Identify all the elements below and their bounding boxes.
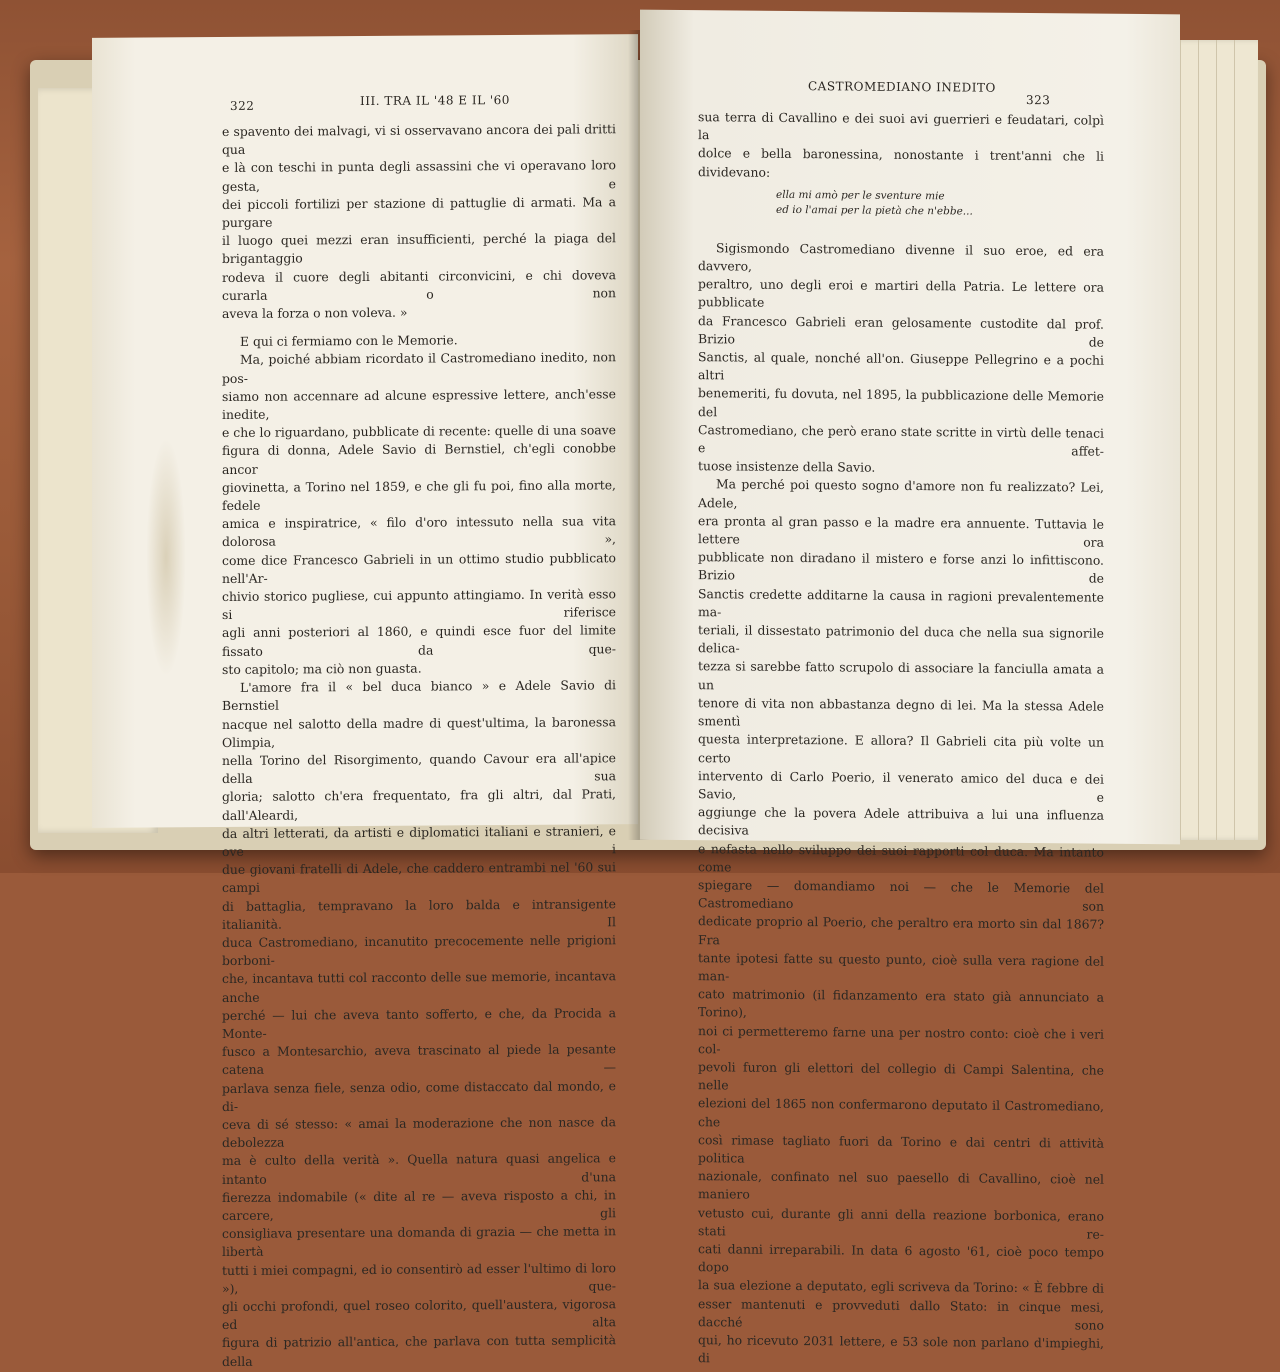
text-line: sto capitolo; ma ciò non guasta. [222, 660, 422, 677]
text-line: fierezza indomabile (« dite al re — aveva risposto a chi, in carcere, gli [222, 1187, 616, 1223]
text-line: intervento di Carlo Poerio, il venerato amico del duca e dei Savio, e [698, 767, 1104, 805]
text-line: tezza si sarebbe fatto scrupolo di associare la fanciulla amata a un [698, 658, 1104, 692]
text-line: L'amore fra il « bel duca bianco » e Adele Savio di Bernstiel [222, 677, 616, 714]
text-line: Sanctis credette additarne la causa in ragioni prevalentemente ma- [698, 585, 1104, 620]
verse-quote [776, 188, 1104, 221]
text-line: cati danni irreparabili. In data 6 agosto '61, cioè poco tempo dopo [698, 1241, 1104, 1275]
right-page-text [698, 108, 1104, 1371]
text-line: fusco a Montesarchio, aveva trascinato al piede la pesante catena — [222, 1041, 616, 1078]
text-line: parlava senza fiele, senza odio, come distaccato dal mondo, e di- [222, 1077, 616, 1114]
text-line: tenore di vita non abbastanza degno di lei. Ma la stessa Adele smentì [698, 695, 1104, 729]
text-line: tante ipotesi fatte su questo punto, cioè sulla vera ragione del man- [698, 949, 1104, 984]
right-page-number: 323 [1026, 93, 1051, 108]
text-line: benemeriti, fu dovuta, nel 1895, la pubblicazione delle Memorie del [698, 385, 1104, 419]
text-line: elezioni del 1865 non confermarono deputato il Castromediano, che [698, 1095, 1104, 1129]
text-line: peraltro, uno degli eroi e martiri della Patria. Le lettere ora pubblicate [698, 276, 1104, 311]
text-line: esser mantenuti e provveduti dallo Stato: in cinque mesi, dacché sono [698, 1295, 1104, 1333]
text-line: ceva di sé stesso: « amai la moderazione che non nasce da debolezza [222, 1114, 616, 1151]
text-line: Ma, poiché abbiam ricordato il Castromediano inedito, non pos- [222, 349, 616, 386]
text-line: Ma perché poi questo sogno d'amore non fu realizzato? Lei, Adele, [698, 476, 1104, 511]
text-line: gli occhi profondi, quel roseo colorito, quell'austera, vigorosa ed alta [222, 1296, 616, 1333]
text-line: Sigismondo Castromediano divenne il suo eroe, ed era davvero, [698, 240, 1104, 274]
text-line: figura di donna, Adele Savio di Bernstiel, ch'egli conobbe ancor [222, 440, 616, 477]
left-page-number: 322 [230, 98, 255, 113]
text-line: vetusto cui, durante gli anni della reazione borbonica, erano stati re- [698, 1204, 1104, 1242]
right-page [640, 10, 1180, 1366]
text-line: chivio storico pugliese, cui appunto attingiamo. In verità esso si riferisce [222, 586, 616, 623]
text-line: e nefasta nello sviluppo dei suoi rapporti col duca. Ma intanto come [698, 840, 1104, 875]
page-stain [146, 437, 186, 677]
text-line: teriali, il dissestato patrimonio del duca che nella sua signorile delica- [698, 622, 1104, 656]
text-line: agli anni posteriori al 1860, e quindi esce fuor del limite fissato da que- [222, 622, 616, 659]
text-line: nacque nel salotto della madre di quest'ultima, la baronessa Olimpia, [222, 713, 616, 750]
text-line: giovinetta, a Torino nel 1859, e che gli fu poi, fino alla morte, fedele [222, 477, 616, 514]
text-line: come dice Francesco Gabrieli in un ottimo studio pubblicato nell'Ar- [222, 549, 616, 586]
quote-line: ella mi amò per le sventure mie [776, 188, 945, 203]
text-line: gloria; salotto ch'era frequentato, fra gli altri, dal Prati, dall'Aleardi, [222, 786, 616, 823]
text-line: così rimase tagliato fuori da Torino e dai centri di attività politica [698, 1131, 1104, 1166]
text-line: e là con teschi in punta degli assassini che vi operavano loro gesta, e [222, 157, 616, 194]
text-line: rodeva il cuore degli abitanti circonvicini, e chi doveva curarla o non [222, 266, 616, 303]
text-line: cato matrimonio (il fidanzamento era stato già annunciato a Torino), [698, 986, 1104, 1020]
left-page [92, 34, 638, 1369]
text-line: di battaglia, tempravano la loro balda e intransigente italianità. Il [222, 895, 616, 932]
text-line: dedicate proprio al Poerio, che peraltro era morto sin dal 1867? Fra [698, 913, 1104, 947]
text-line: tuose insistenze della Savio. [698, 458, 876, 475]
text-line: questa interpretazione. E allora? Il Gabrieli cita più volte un certo [698, 731, 1104, 765]
text-line: era pronta al gran passo e la madre era annuente. Tuttavia le lettere ora [698, 513, 1104, 550]
right-running-head: CASTROMEDIANO INEDITO [808, 79, 996, 95]
left-page-text [222, 120, 616, 1371]
text-line: aggiunge che la povera Adele attribuiva a lui una influenza decisiva [698, 804, 1104, 838]
text-line: Castromediano, che però erano state scritte in virtù delle tenaci e affet- [698, 421, 1104, 459]
text-line: figura di patrizio all'antica, che parlava con tutta semplicità della [222, 1332, 616, 1369]
text-line: amica e inspiratrice, « filo d'oro intessuto nella sua vita dolorosa », [222, 513, 616, 550]
text-line: due giovani fratelli di Adele, che caddero entrambi nel '60 sui campi [222, 859, 616, 896]
text-line: qui, ho ricevuto 2031 lettere, e 53 sole non parlano d'impieghi, di [698, 1332, 1104, 1366]
text-line: pevoli furon gli elettori del collegio di Campi Salentina, che nelle [698, 1059, 1104, 1093]
text-line: e spavento dei malvagi, vi si osservavano ancora dei pali dritti qua [222, 121, 616, 158]
text-line: da altri letterati, da artisti e diplomatici italiani e stranieri, e ove i [222, 822, 616, 859]
left-running-head: III. TRA IL '48 E IL '60 [360, 92, 510, 109]
text-line: nazionale, confinato nel suo paesello di Cavallino, cioè nel maniero [698, 1168, 1104, 1202]
text-line: e che lo riguardano, pubblicate di recente: quelle di una soave [222, 422, 616, 441]
text-line: sua terra di Cavallino e dei suoi avi guerrieri e feudatari, colpì la [698, 109, 1104, 143]
text-line: pubblicate non diradano il mistero e forse anzi lo infittiscono. Brizio de [698, 549, 1104, 587]
text-line: da Francesco Gabrieli eran gelosamente custodite dal prof. Brizio de [698, 312, 1104, 350]
text-line: duca Castromediano, incanutito precocemente nelle prigioni borboni- [222, 932, 616, 969]
text-line: E qui ci fermiamo con le Memorie. [240, 332, 458, 350]
text-line: la sua elezione a deputato, egli scriveva da Torino: « È febbre di [698, 1277, 1104, 1297]
quote-line: ed io l'amai per la pietà che n'ebbe... [776, 203, 973, 218]
text-line: consigliava presentare una domanda di grazia — che metta in libertà [222, 1223, 616, 1260]
text-line: perché — lui che aveva tanto sofferto, e che, da Procida a Monte- [222, 1004, 616, 1041]
text-line: ma è culto della verità ». Quella natura quasi angelica e intanto d'una [222, 1150, 616, 1187]
text-line: dei piccoli fortilizi per stazione di pattuglie di armati. Ma a purgare [222, 194, 616, 231]
text-line: dolce e bella baronessina, nonostante i trent'anni che li dividevano: [698, 145, 1104, 180]
text-line: siamo non accennare ad alcune espressive lettere, anch'esse inedite, [222, 386, 616, 423]
text-line: il luogo quei mezzi eran insufficienti, perché la piaga del brigantaggio [222, 230, 616, 267]
text-line: spiegare — domandiamo noi — che le Memorie del Castromediano son [698, 877, 1104, 914]
text-line: nella Torino del Risorgimento, quando Cavour era all'apice della sua [222, 750, 616, 787]
text-line: aveva la forza o non voleva. » [222, 304, 408, 322]
text-line: tutti i miei compagni, ed io consentirò ad esser l'ultimo di loro »), que- [222, 1259, 616, 1296]
text-line: Sanctis, al quale, nonché all'on. Giuseppe Pellegrino e a pochi altri [698, 349, 1104, 383]
text-line: che, incantava tutti col racconto delle sue memorie, incantava anche [222, 968, 616, 1005]
text-line: noi ci permetteremo farne una per nostro conto: cioè che i veri col- [698, 1022, 1104, 1057]
